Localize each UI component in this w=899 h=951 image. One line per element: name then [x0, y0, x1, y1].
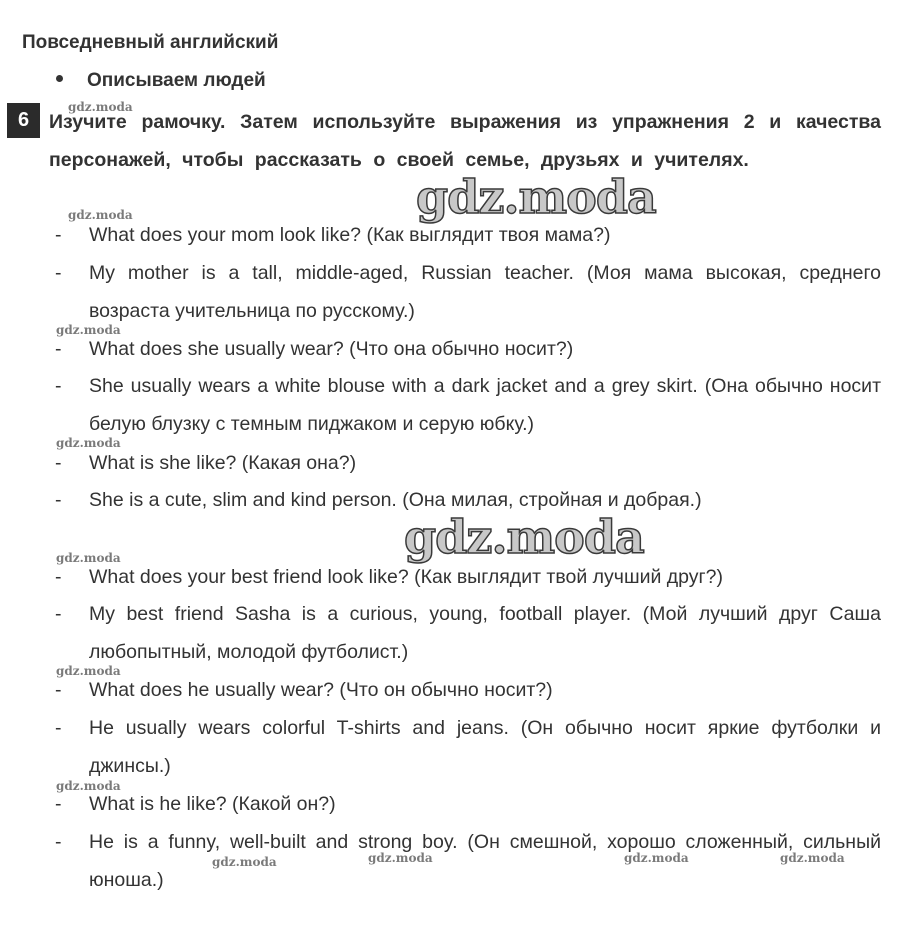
dash-marker: - — [55, 679, 62, 701]
list-item — [50, 823, 881, 899]
list-item — [50, 595, 881, 671]
watermark: gdz.moda — [56, 436, 121, 450]
entry-text: What does he usually wear? (Что он обычно носит?) — [89, 679, 553, 701]
topic-label: Описываем людей — [87, 70, 266, 91]
entry-text: What is she like? (Какая она?) — [89, 452, 357, 474]
watermark: gdz.moda — [56, 323, 121, 337]
list-item — [50, 254, 881, 330]
dash-marker: - — [55, 224, 62, 246]
entry-text: He is a funny, well-built and strong boy. (Он смешной, хорошо сложенный, сильный юноша.) — [89, 831, 881, 891]
watermark: gdz.moda — [56, 551, 121, 565]
dash-marker: - — [55, 566, 62, 588]
watermark: gdz.moda — [624, 851, 689, 865]
dash-marker: - — [55, 338, 62, 360]
watermark: gdz.moda — [780, 851, 845, 865]
entry-text: My mother is a tall, middle-aged, Russian teacher. (Моя мама высокая, среднего возраста учительница по русскому.) — [89, 262, 881, 322]
entry-text: What does your mom look like? (Как выглядит твоя мама?) — [89, 224, 611, 246]
list-item — [50, 367, 881, 443]
watermark-large: gdz.moda — [416, 170, 656, 224]
dash-marker: - — [55, 793, 62, 815]
dash-marker: - — [55, 489, 62, 511]
watermark: gdz.moda — [212, 855, 277, 869]
watermark: gdz.moda — [68, 208, 133, 222]
watermark-large: gdz.moda — [404, 510, 644, 564]
watermark: gdz.moda — [56, 779, 121, 793]
exercise-number-badge: 6 — [7, 103, 40, 138]
topic-bullet — [56, 70, 266, 92]
dash-marker: - — [55, 717, 62, 739]
entry-text: She is a cute, slim and kind person. (Она милая, стройная и добрая.) — [89, 489, 702, 511]
entry-text: My best friend Sasha is a curious, young, football player. (Мой лучший друг Саша любопытный, молодой футболист.) — [89, 603, 881, 663]
watermark: gdz.moda — [368, 851, 433, 865]
dash-marker: - — [55, 831, 62, 853]
entry-text: What is he like? (Какой он?) — [89, 793, 336, 815]
list-item — [50, 785, 881, 823]
watermark: gdz.moda — [68, 100, 133, 114]
dash-marker: - — [55, 452, 62, 474]
dash-marker: - — [55, 262, 62, 284]
watermark: gdz.moda — [56, 664, 121, 678]
list-item — [50, 444, 881, 482]
bullet-dot-icon — [56, 75, 63, 82]
list-item — [50, 671, 881, 709]
entry-text: What does your best friend look like? (Как выглядит твой лучший друг?) — [89, 566, 723, 588]
entry-text: He usually wears colorful T-shirts and jeans. (Он обычно носит яркие футболки и джинсы.) — [89, 717, 881, 777]
dash-marker: - — [55, 603, 62, 625]
exercise-task: Изучите рамочку. Затем используйте выражения из упражнения 2 и качества персонажей, чтобы рассказать о своей семье, друзьях и учителях. — [49, 111, 881, 171]
section-title: Повседневный английский — [22, 32, 279, 53]
list-item — [50, 709, 881, 785]
dash-marker: - — [55, 375, 62, 397]
entry-text: What does she usually wear? (Что она обычно носит?) — [89, 338, 574, 360]
list-item — [50, 330, 881, 368]
entry-text: She usually wears a white blouse with a dark jacket and a grey skirt. (Она обычно носит белую блузку с темным пиджаком и серую юбку.) — [89, 375, 881, 435]
